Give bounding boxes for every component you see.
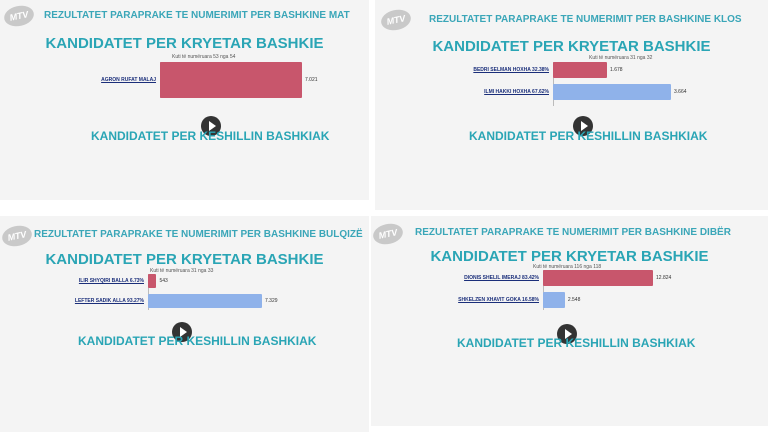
mtv-logo: MTV <box>379 7 413 33</box>
count-label: Kuti të numëruara 53 nga 54 <box>172 54 236 60</box>
panel-title: KANDIDATET PER KRYETAR BASHKIE <box>45 251 324 268</box>
panel-title: KANDIDATET PER KRYETAR BASHKIE <box>45 35 324 52</box>
panel-header: REZULTATET PARAPRAKE TE NUMERIMIT PER BASHKINE MAT <box>44 10 350 21</box>
candidate-label: LEFTER SADIK ALLA 93.27% <box>74 298 144 304</box>
panel-header: REZULTATET PARAPRAKE TE NUMERIMIT PER BASHKINE BULQIZË <box>34 229 363 240</box>
chart <box>0 0 369 200</box>
count-label: Kuti të numëruara 116 nga 118 <box>533 264 602 270</box>
panel-header: REZULTATET PARAPRAKE TE NUMERIMIT PER BASHKINE DIBËR <box>415 227 731 238</box>
candidate-label: DIONIS SHELIL IMERAJ 83.42% <box>464 275 539 281</box>
council-title: KANDIDATET PER KESHILLIN BASHKIAK <box>91 129 330 143</box>
candidate-label: SHKELZEN XHAVIT GOKA 16.58% <box>458 297 539 303</box>
vote-count: 12.824 <box>656 275 672 281</box>
video-panel-klos[interactable] <box>375 0 768 210</box>
vote-count: 543 <box>159 278 168 284</box>
council-title: KANDIDATET PER KESHILLIN BASHKIAK <box>469 129 708 143</box>
vote-bar <box>553 62 607 78</box>
chart <box>371 216 768 426</box>
chart <box>375 0 768 210</box>
vote-bar <box>148 294 262 308</box>
vote-count: 3.664 <box>674 89 687 95</box>
vote-bar <box>148 274 156 288</box>
panel-title: KANDIDATET PER KRYETAR BASHKIE <box>430 248 709 265</box>
candidate-label: AGRON RUFAT MALAJ <box>101 77 156 83</box>
mtv-logo: MTV <box>0 223 34 249</box>
vote-bar <box>160 62 302 98</box>
candidate-label: BEDRI SELMAN HOXHA 32.38% <box>473 67 549 73</box>
council-title: KANDIDATET PER KESHILLIN BASHKIAK <box>78 334 317 348</box>
vote-count: 1.678 <box>610 67 623 73</box>
council-title: KANDIDATET PER KESHILLIN BASHKIAK <box>457 336 696 350</box>
vote-bar <box>543 270 653 286</box>
candidate-label: ILIR SHYQIRI BALLA 6.73% <box>78 278 144 284</box>
panel-title: KANDIDATET PER KRYETAR BASHKIE <box>432 38 711 55</box>
vote-count: 2.548 <box>567 297 581 303</box>
panel-header: REZULTATET PARAPRAKE TE NUMERIMIT PER BASHKINE KLOS <box>429 14 742 25</box>
video-panel-mat[interactable] <box>0 0 369 200</box>
count-label: Kuti të numëruara 31 nga 33 <box>150 268 214 274</box>
mtv-logo: MTV <box>2 3 36 29</box>
count-label: Kuti të numëruara 31 nga 32 <box>589 55 653 61</box>
vote-count: 7.329 <box>265 298 278 304</box>
video-panel-bulqize[interactable] <box>0 216 369 432</box>
vote-bar <box>553 84 671 100</box>
vote-bar <box>543 292 565 308</box>
mtv-logo: MTV <box>371 221 405 247</box>
candidate-label: ILMI HAKKI HOXHA 67.62% <box>484 89 549 95</box>
vote-count: 7.021 <box>305 77 318 83</box>
video-panel-diber[interactable] <box>371 216 768 426</box>
